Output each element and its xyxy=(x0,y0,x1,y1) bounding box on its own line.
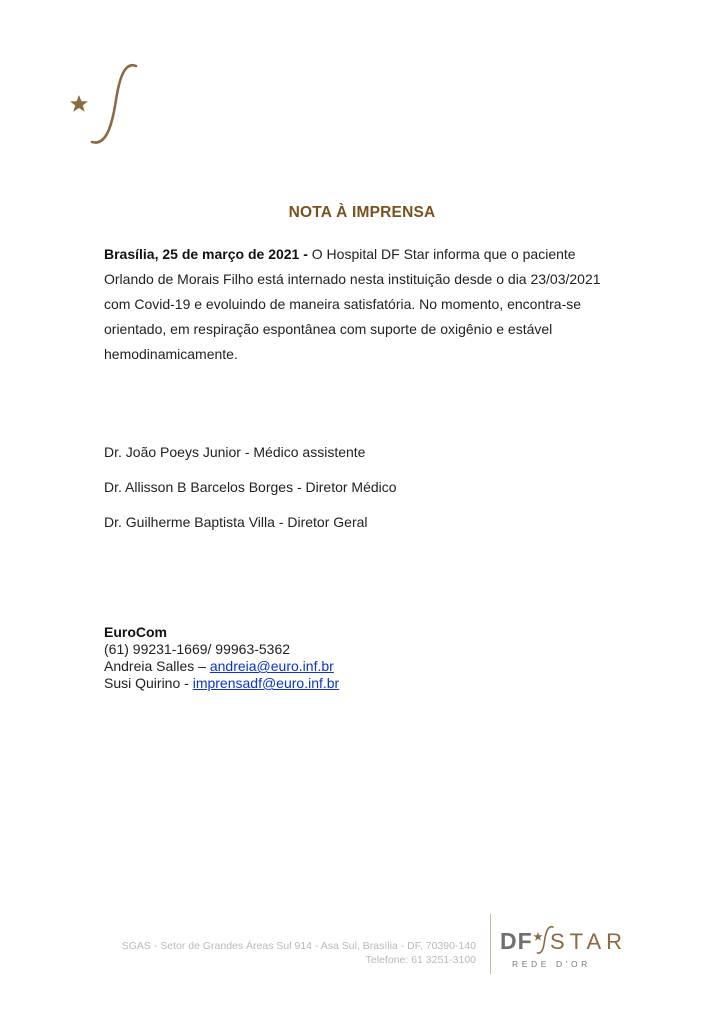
logo-subtitle: REDE D'OR xyxy=(512,959,591,969)
signature-line: Dr. Allisson B Barcelos Borges - Diretor Médico xyxy=(104,479,397,495)
contact-line-susi xyxy=(104,675,504,692)
footer-address: SGAS - Setor de Grandes Áreas Sul 914 - Asa Sul, Brasília - DF, 70390-140 xyxy=(121,940,476,952)
footer-address-block xyxy=(56,939,476,967)
star-icon xyxy=(70,95,88,112)
logo-brand-left: DF xyxy=(500,928,533,954)
email-link-imprensa[interactable]: imprensadf@euro.inf.br xyxy=(192,675,340,691)
press-contact xyxy=(104,624,504,692)
df-star-logo xyxy=(498,920,628,972)
logo-brand-right: STAR xyxy=(550,929,628,954)
signature-line: Dr. Guilherme Baptista Villa - Diretor Geral xyxy=(104,514,368,530)
press-note-body xyxy=(104,242,628,367)
logo-star-icon xyxy=(533,932,542,941)
dateline: Brasília, 25 de março de 2021 - xyxy=(104,246,308,262)
footer-phone: Telefone: 61 3251-3100 xyxy=(365,954,476,966)
contact-name: Andreia Salles – xyxy=(104,658,210,674)
integral-stroke xyxy=(92,65,136,142)
star-integral-logo-icon xyxy=(68,62,144,148)
contact-line-andreia xyxy=(104,658,504,675)
contact-name: Susi Quirino - xyxy=(104,675,193,691)
footer-divider xyxy=(490,914,491,974)
signature-line: Dr. João Poeys Junior - Médico assistente xyxy=(104,444,366,460)
email-link-andreia[interactable]: andreia@euro.inf.br xyxy=(209,658,334,674)
contact-phones: (61) 99231-1669/ 99963-5362 xyxy=(104,641,291,657)
agency-name: EuroCom xyxy=(104,624,167,640)
page-title: NOTA À IMPRENSA xyxy=(288,204,436,221)
press-note-text: O Hospital DF Star informa que o paciente Orlando de Morais Filho está internado nesta instituição desde o dia 23/03/2021 com Covid-19 e evoluindo de maneira satisfatória. No momento, encontra-se orientado, em respiração espontânea com suporte de oxigênio e estável hemodinamicamente. xyxy=(104,246,601,362)
signatures xyxy=(104,442,624,547)
